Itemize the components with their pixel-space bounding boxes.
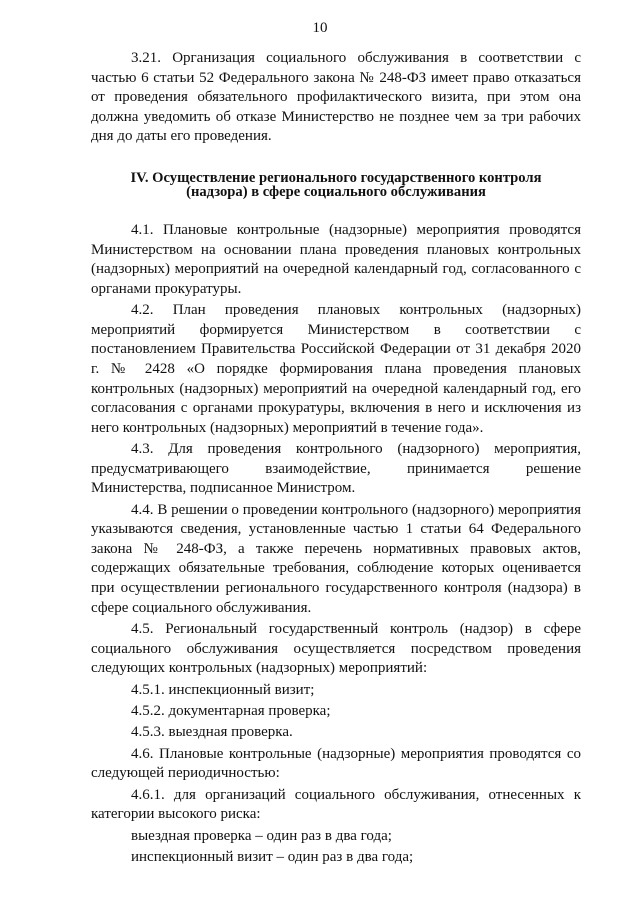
section-heading-line-1: IV. Осуществление регионального государственного контроля bbox=[130, 169, 542, 186]
page-number: 10 bbox=[312, 20, 328, 36]
paragraph-4-3: 4.3. Для проведения контрольного (надзорного) мероприятия, предусматривающего взаимодействие, принимается решение Министерства, подписанное Министром. bbox=[91, 441, 581, 497]
schedule-line-inspection-visit: инспекционный визит – один раз в два года; bbox=[131, 849, 414, 866]
list-item-4-5-3: 4.5.3. выездная проверка. bbox=[131, 724, 293, 741]
section-heading bbox=[91, 171, 581, 199]
paragraph-4-2: 4.2. План проведения плановых контрольных (надзорных) мероприятий формируется Министерством в соответствии с постановлением Правительства Российской Федерации от 31 декабря 2020 г. № 2428 «О порядке формирования плана проведения плановых контрольных (надзорных) мероприятий на очередной календарный год, его согласования с органами прокуратуры, включения в него и исключения из него контрольных (надзорных) мероприятий в течение года». bbox=[91, 302, 581, 436]
paragraph-4-1: 4.1. Плановые контрольные (надзорные) мероприятия проводятся Министерством на основании плана проведения плановых контрольных (надзорных) мероприятий на очередной календарный год, согласованного с органами прокуратуры. bbox=[91, 221, 581, 297]
list-item-4-5-1: 4.5.1. инспекционный визит; bbox=[131, 681, 315, 698]
list-item-4-5-2: 4.5.2. документарная проверка; bbox=[131, 703, 331, 719]
paragraph-4-6-1: 4.6.1. для организаций социального обслуживания, отнесенных к категории высокого риска: bbox=[91, 786, 581, 823]
section-heading-line-2: (надзора) в сфере социального обслуживания bbox=[186, 183, 486, 200]
paragraph-4-5: 4.5. Региональный государственный контроль (надзор) в сфере социального обслуживания осуществляется посредством проведения следующих контрольных (надзорных) мероприятий: bbox=[91, 621, 581, 677]
paragraph-4-6: 4.6. Плановые контрольные (надзорные) мероприятия проводятся со следующей периодичностью: bbox=[91, 745, 581, 782]
schedule-line-field-inspection: выездная проверка – один раз в два года; bbox=[131, 827, 392, 844]
document-body bbox=[91, 49, 581, 870]
paragraph-4-4: 4.4. В решении о проведении контрольного (надзорного) мероприятия указываются сведения, установленные частью 1 статьи 64 Федерального закона № 248-ФЗ, а также перечень нормативных правовых актов, содержащих обязательные требования, соблюдение которых оценивается при осуществлении регионального государственного контроля (надзора) в сфере социального обслуживания. bbox=[91, 501, 581, 616]
paragraph-3-21: 3.21. Организация социального обслуживания в соответствии с частью 6 статьи 52 Федерального закона № 248-ФЗ имеет право отказаться от проведения обязательного профилактического визита, при этом она должна уведомить об отказе Министерство не позднее чем за три рабочих дня до даты его проведения. bbox=[91, 50, 581, 145]
